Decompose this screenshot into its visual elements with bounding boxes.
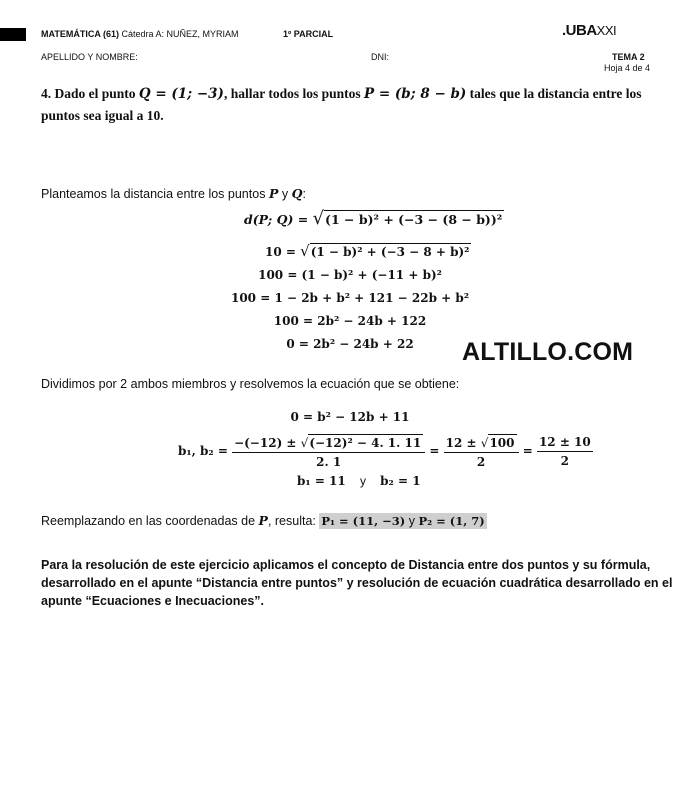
replace-text: Reemplazando en las coordenadas de bbox=[41, 514, 256, 528]
problem-text-a: Dado el punto bbox=[54, 86, 136, 101]
watermark: ALTILLO.COM bbox=[462, 338, 634, 366]
intro-q: Q bbox=[291, 186, 303, 201]
point-q: Q = (1; −3) bbox=[138, 86, 224, 102]
roots-line bbox=[297, 474, 421, 488]
tema-label: TEMA 2 bbox=[612, 52, 645, 62]
intro-p: P bbox=[268, 186, 279, 201]
exam-label: 1º PARCIAL bbox=[283, 29, 334, 39]
point-p: P = (b; 8 − b) bbox=[363, 86, 467, 102]
result-y: y bbox=[408, 514, 415, 528]
page-number: Hoja 4 de 4 bbox=[604, 63, 651, 73]
equation-2: 10 = √(1 − b)² + (−3 − 8 + b)² bbox=[265, 242, 470, 260]
intro-colon: : bbox=[302, 187, 306, 201]
quad-fraction-3 bbox=[537, 435, 593, 468]
eq1-lhs: d(P; Q) = bbox=[244, 212, 309, 227]
name-label: APELLIDO Y NOMBRE: bbox=[41, 52, 138, 62]
equation-6: 0 = 2b² − 24b + 22 bbox=[286, 337, 414, 351]
intro-text: Planteamos la distancia entre los puntos bbox=[41, 187, 266, 201]
problem-text-c: tales que la distancia entre los puntos sea igual a 10. bbox=[41, 86, 642, 123]
equation-5: 100 = 2b² − 24b + 122 bbox=[273, 314, 427, 328]
equation-distance: d(P; Q) = √(1 − b)² + (−3 − (8 − b))² bbox=[244, 208, 503, 229]
result-line bbox=[41, 513, 487, 528]
result-p1: P₁ = (11, −3) bbox=[321, 514, 406, 528]
intro-y: y bbox=[281, 187, 289, 201]
quad-den: 2. 1 bbox=[316, 455, 342, 469]
replace-p: P bbox=[258, 513, 268, 528]
eq2-lhs: 10 = bbox=[265, 245, 296, 259]
footer-explanation: Para la resolución de este ejercicio aplicamos el concepto de Distancia entre dos puntos y su fórmula, desarrollado en el apunte “Distancia entre puntos” y resolución de ecuación cuadrática desarrollado en el apunte “Ecuaciones e Inecuaciones”. bbox=[41, 558, 673, 608]
quad2-num-radicand: 100 bbox=[489, 436, 515, 450]
margin-black-bar bbox=[0, 28, 26, 41]
quad-fraction-2: $\frac{12 \pm √100}{2}$ bbox=[444, 434, 519, 469]
quad2-den: 2 bbox=[476, 455, 486, 469]
brand-suffix: XXI bbox=[596, 23, 617, 38]
catedra-label: Cátedra A: NUÑEZ, MYRIAM bbox=[121, 29, 239, 39]
dni-label: DNI: bbox=[371, 52, 389, 62]
header-course bbox=[41, 29, 239, 39]
uba-xxi-logo bbox=[562, 22, 616, 39]
eq-sign-2: = bbox=[522, 444, 533, 458]
eq2-radicand: (1 − b)² + (−3 − 8 + b)² bbox=[310, 245, 470, 259]
quad2-num-pre: 12 ± bbox=[445, 436, 477, 450]
intro-line bbox=[41, 186, 306, 201]
equation-4: 100 = 1 − 2b + b² + 121 − 22b + b² bbox=[230, 291, 470, 305]
brand-main: .UBA bbox=[562, 22, 597, 39]
quad-num-radicand: (−12)² − 4. 1. 11 bbox=[309, 436, 422, 450]
quad3-num: 12 ± 10 bbox=[537, 435, 593, 452]
result-p2: P₂ = (1, 7) bbox=[418, 514, 485, 528]
equation-3: 100 = (1 − b)² + (−11 + b)² bbox=[258, 268, 442, 282]
subject-label: MATEMÁTICA (61) bbox=[41, 29, 119, 39]
divide-text: Dividimos por 2 ambos miembros y resolvemos la ecuación que se obtiene: bbox=[41, 377, 460, 391]
eq-sign-1: = bbox=[429, 444, 440, 458]
problem-text-b: , hallar todos los puntos bbox=[223, 86, 361, 101]
eq1-radicand: (1 − b)² + (−3 − (8 − b))² bbox=[325, 212, 503, 227]
problem-number: 4. bbox=[41, 86, 52, 101]
replace-text-2: , resulta: bbox=[267, 514, 316, 528]
problem-statement bbox=[41, 83, 671, 127]
quad-num-pre: −(−12) ± bbox=[234, 436, 297, 450]
quad-lhs: b₁, b₂ = bbox=[178, 444, 228, 458]
quadratic-formula bbox=[178, 434, 593, 469]
root-b1: b₁ = 11 bbox=[297, 474, 346, 488]
equation-7: 0 = b² − 12b + 11 bbox=[290, 410, 410, 424]
quad3-den: 2 bbox=[560, 454, 570, 468]
root-b2: b₂ = 1 bbox=[380, 474, 421, 488]
result-highlight bbox=[319, 513, 486, 529]
roots-y: y bbox=[359, 474, 366, 488]
quad-fraction-1: $\frac{\text{−(−12) ± √(−12)² − 4. 1. 11}}{2. 1}$ bbox=[232, 434, 425, 469]
